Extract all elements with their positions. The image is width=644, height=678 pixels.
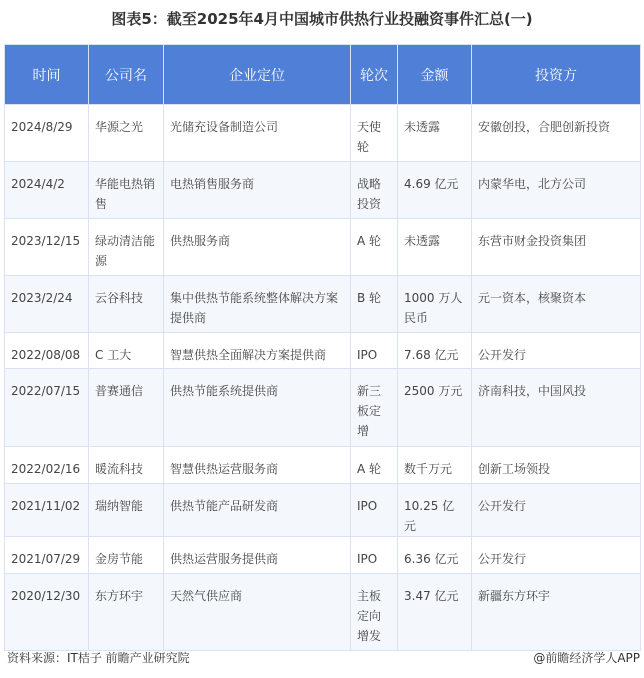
cell-positioning: 供热服务商	[164, 219, 351, 276]
table-row	[5, 369, 641, 447]
cell-round: IPO	[351, 484, 398, 537]
table-row	[5, 537, 641, 574]
cell-time: 2024/8/29	[5, 105, 89, 162]
cell-company: 瑞纳智能	[89, 484, 164, 537]
table-row	[5, 105, 641, 162]
cell-investors: 公开发行	[472, 484, 641, 537]
cell-amount: 1000 万人民币	[398, 276, 472, 333]
cell-investors: 安徽创投，合肥创新投资	[472, 105, 641, 162]
cell-time: 2021/11/02	[5, 484, 89, 537]
cell-time: 2022/07/15	[5, 369, 89, 447]
cell-investors: 创新工场领投	[472, 447, 641, 484]
cell-amount: 3.47 亿元	[398, 574, 472, 651]
cell-positioning: 供热节能系统提供商	[164, 369, 351, 447]
header-round: 轮次	[351, 45, 398, 105]
cell-amount: 4.69 亿元	[398, 162, 472, 219]
cell-company: 东方环宇	[89, 574, 164, 651]
cell-company: 普赛通信	[89, 369, 164, 447]
cell-company: 绿动清洁能源	[89, 219, 164, 276]
cell-round: B 轮	[351, 276, 398, 333]
cell-investors: 济南科技，中国风投	[472, 369, 641, 447]
cell-positioning: 光储充设备制造公司	[164, 105, 351, 162]
cell-company: C 工大	[89, 333, 164, 369]
table-row	[5, 574, 641, 651]
cell-round: IPO	[351, 537, 398, 574]
header-company: 公司名	[89, 45, 164, 105]
cell-investors: 公开发行	[472, 333, 641, 369]
table-row	[5, 333, 641, 369]
cell-amount: 未透露	[398, 219, 472, 276]
cell-amount: 7.68 亿元	[398, 333, 472, 369]
cell-investors: 元一资本，核聚资本	[472, 276, 641, 333]
cell-company: 云谷科技	[89, 276, 164, 333]
header-time: 时间	[5, 45, 89, 105]
cell-round: A 轮	[351, 219, 398, 276]
cell-amount: 数千万元	[398, 447, 472, 484]
cell-positioning: 智慧供热运营服务商	[164, 447, 351, 484]
financing-events-table	[4, 44, 641, 651]
cell-investors: 公开发行	[472, 537, 641, 574]
header-investors: 投资方	[472, 45, 641, 105]
cell-time: 2022/08/08	[5, 333, 89, 369]
cell-time: 2022/02/16	[5, 447, 89, 484]
header-positioning: 企业定位	[164, 45, 351, 105]
cell-amount: 6.36 亿元	[398, 537, 472, 574]
table-header-row	[5, 45, 641, 105]
cell-company: 暖流科技	[89, 447, 164, 484]
cell-positioning: 集中供热节能系统整体解决方案提供商	[164, 276, 351, 333]
table-row	[5, 276, 641, 333]
cell-positioning: 供热运营服务提供商	[164, 537, 351, 574]
cell-time: 2023/12/15	[5, 219, 89, 276]
cell-positioning: 天然气供应商	[164, 574, 351, 651]
page-title: 图表5：截至2025年4月中国城市供热行业投融资事件汇总(一)	[111, 10, 533, 28]
cell-round: 天使轮	[351, 105, 398, 162]
cell-company: 华能电热销售	[89, 162, 164, 219]
table-row	[5, 162, 641, 219]
cell-round: 新三板定增	[351, 369, 398, 447]
cell-company: 华源之光	[89, 105, 164, 162]
cell-round: 主板定向增发	[351, 574, 398, 651]
cell-amount: 2500 万元	[398, 369, 472, 447]
table-row	[5, 484, 641, 537]
cell-investors: 内蒙华电，北方公司	[472, 162, 641, 219]
cell-amount: 未透露	[398, 105, 472, 162]
cell-round: A 轮	[351, 447, 398, 484]
cell-positioning: 供热节能产品研发商	[164, 484, 351, 537]
cell-investors: 新疆东方环宇	[472, 574, 641, 651]
cell-time: 2024/4/2	[5, 162, 89, 219]
cell-positioning: 电热销售服务商	[164, 162, 351, 219]
brand-credit: @前瞻经济学人APP	[533, 651, 640, 665]
cell-amount: 10.25 亿元	[398, 484, 472, 537]
cell-round: IPO	[351, 333, 398, 369]
table-row	[5, 219, 641, 276]
cell-positioning: 智慧供热全面解决方案提供商	[164, 333, 351, 369]
cell-round: 战略投资	[351, 162, 398, 219]
header-amount: 金额	[398, 45, 472, 105]
cell-time: 2020/12/30	[5, 574, 89, 651]
cell-investors: 东营市财金投资集团	[472, 219, 641, 276]
cell-company: 金房节能	[89, 537, 164, 574]
cell-time: 2021/07/29	[5, 537, 89, 574]
table-row	[5, 447, 641, 484]
cell-time: 2023/2/24	[5, 276, 89, 333]
source-note: 资料来源：IT桔子 前瞻产业研究院	[7, 651, 190, 665]
